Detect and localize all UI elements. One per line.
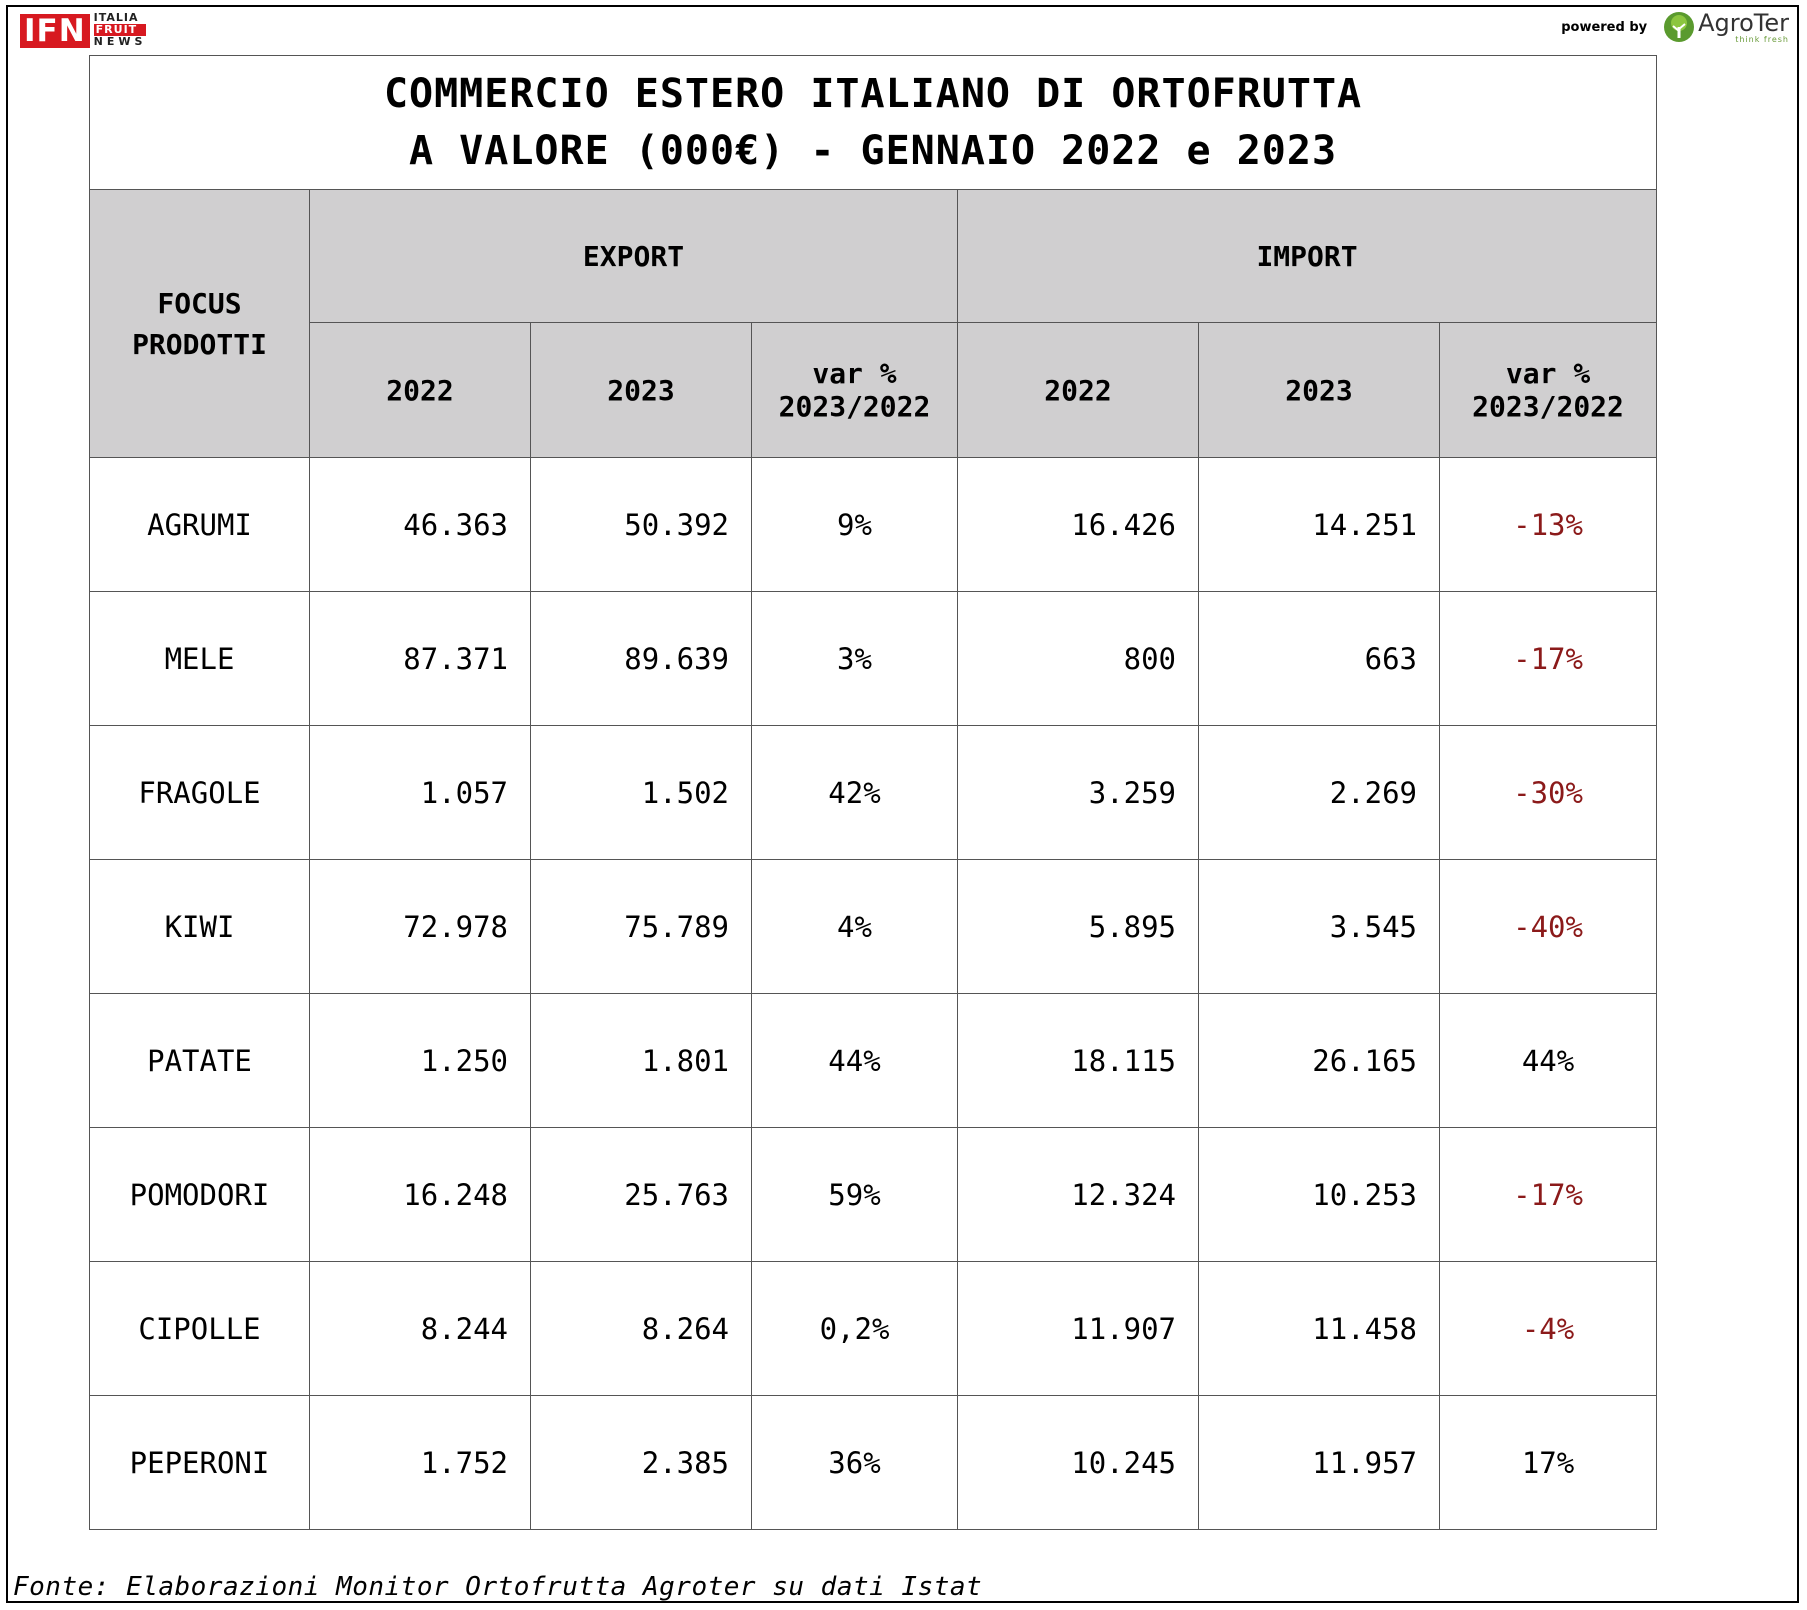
import-var-header — [1440, 323, 1657, 458]
table-row — [90, 860, 1657, 994]
table-row — [90, 458, 1657, 592]
export-2023-cell: 25.763 — [531, 1128, 752, 1262]
export-var-header — [752, 323, 958, 458]
export-var-cell: 0,2% — [752, 1262, 958, 1396]
ifn-word-news: NEWS — [93, 35, 147, 48]
export-2022-cell: 1.057 — [310, 726, 531, 860]
export-var-cell: 44% — [752, 994, 958, 1128]
import-header: IMPORT — [958, 190, 1657, 323]
table-row — [90, 726, 1657, 860]
export-2023-cell: 8.264 — [531, 1262, 752, 1396]
export-2022-cell: 16.248 — [310, 1128, 531, 1262]
import-2022-cell: 11.907 — [958, 1262, 1199, 1396]
import-2023-cell: 663 — [1199, 592, 1440, 726]
export-2022-cell: 8.244 — [310, 1262, 531, 1396]
product-cell: POMODORI — [90, 1128, 310, 1262]
title-line-2: A VALORE (000€) - GENNAIO 2022 e 2023 — [409, 127, 1338, 174]
export-2022-cell: 1.250 — [310, 994, 531, 1128]
import-2022-cell: 800 — [958, 592, 1199, 726]
powered-by-label: powered by — [1561, 19, 1648, 35]
import-2023-cell: 11.957 — [1199, 1396, 1440, 1530]
product-cell: PATATE — [90, 994, 310, 1128]
tree-icon — [1663, 11, 1695, 43]
table-row — [90, 994, 1657, 1128]
export-2023-cell: 75.789 — [531, 860, 752, 994]
import-var-cell: 44% — [1440, 994, 1657, 1128]
product-cell: FRAGOLE — [90, 726, 310, 860]
import-2023-header: 2023 — [1199, 323, 1440, 458]
var-line-1: var % — [1505, 357, 1591, 390]
import-2023-cell: 3.545 — [1199, 860, 1440, 994]
product-cell: AGRUMI — [90, 458, 310, 592]
export-2022-cell: 72.978 — [310, 860, 531, 994]
export-var-cell: 3% — [752, 592, 958, 726]
import-var-cell: -4% — [1440, 1262, 1657, 1396]
import-var-cell: -40% — [1440, 860, 1657, 994]
ifn-logo-mark: IFN — [20, 14, 90, 48]
focus-line-2: PRODOTTI — [132, 327, 267, 361]
export-var-cell: 59% — [752, 1128, 958, 1262]
import-var-cell: -13% — [1440, 458, 1657, 592]
trade-table — [89, 55, 1657, 1530]
var-line-1: var % — [812, 357, 897, 390]
export-2022-header: 2022 — [310, 323, 531, 458]
export-2022-cell: 1.752 — [310, 1396, 531, 1530]
export-2022-cell: 87.371 — [310, 592, 531, 726]
export-header: EXPORT — [310, 190, 958, 323]
agroter-tagline: think fresh — [1735, 35, 1789, 44]
import-2022-cell: 10.245 — [958, 1396, 1199, 1530]
ifn-word-fruit: FRUIT — [94, 24, 147, 36]
export-2023-header: 2023 — [531, 323, 752, 458]
export-2023-cell: 1.801 — [531, 994, 752, 1128]
export-2022-cell: 46.363 — [310, 458, 531, 592]
export-var-cell: 36% — [752, 1396, 958, 1530]
ifn-word-italia: ITALIA — [93, 11, 139, 24]
agroter-name: AgroTer — [1698, 9, 1789, 37]
export-2023-cell: 89.639 — [531, 592, 752, 726]
import-2022-header: 2022 — [958, 323, 1199, 458]
import-2022-cell: 5.895 — [958, 860, 1199, 994]
table-title — [90, 56, 1657, 190]
product-cell: CIPOLLE — [90, 1262, 310, 1396]
import-var-cell: -17% — [1440, 592, 1657, 726]
export-var-cell: 4% — [752, 860, 958, 994]
import-2022-cell: 18.115 — [958, 994, 1199, 1128]
ifn-logo — [20, 12, 146, 50]
ifn-logo-words — [94, 12, 147, 48]
export-var-cell: 9% — [752, 458, 958, 592]
import-2022-cell: 12.324 — [958, 1128, 1199, 1262]
export-2023-cell: 50.392 — [531, 458, 752, 592]
import-2022-cell: 16.426 — [958, 458, 1199, 592]
import-2023-cell: 10.253 — [1199, 1128, 1440, 1262]
product-cell: KIWI — [90, 860, 310, 994]
export-var-cell: 42% — [752, 726, 958, 860]
export-2023-cell: 1.502 — [531, 726, 752, 860]
agroter-logo — [1561, 10, 1789, 44]
var-line-2: 2023/2022 — [778, 390, 931, 423]
product-cell: MELE — [90, 592, 310, 726]
var-line-2: 2023/2022 — [1472, 390, 1624, 423]
import-2023-cell: 11.458 — [1199, 1262, 1440, 1396]
table-row — [90, 592, 1657, 726]
import-var-cell: -30% — [1440, 726, 1657, 860]
table-row — [90, 1128, 1657, 1262]
source-note: Fonte: Elaborazioni Monitor Ortofrutta Agroter su dati Istat — [13, 1572, 983, 1602]
table-row — [90, 1262, 1657, 1396]
import-var-cell: 17% — [1440, 1396, 1657, 1530]
table-row — [90, 1396, 1657, 1530]
export-2023-cell: 2.385 — [531, 1396, 752, 1530]
import-2023-cell: 2.269 — [1199, 726, 1440, 860]
focus-line-1: FOCUS — [157, 286, 242, 320]
import-2023-cell: 14.251 — [1199, 458, 1440, 592]
product-cell: PEPERONI — [90, 1396, 310, 1530]
title-line-1: COMMERCIO ESTERO ITALIANO DI ORTOFRUTTA — [383, 70, 1363, 117]
import-2022-cell: 3.259 — [958, 726, 1199, 860]
import-var-cell: -17% — [1440, 1128, 1657, 1262]
focus-products-header — [90, 190, 310, 458]
import-2023-cell: 26.165 — [1199, 994, 1440, 1128]
